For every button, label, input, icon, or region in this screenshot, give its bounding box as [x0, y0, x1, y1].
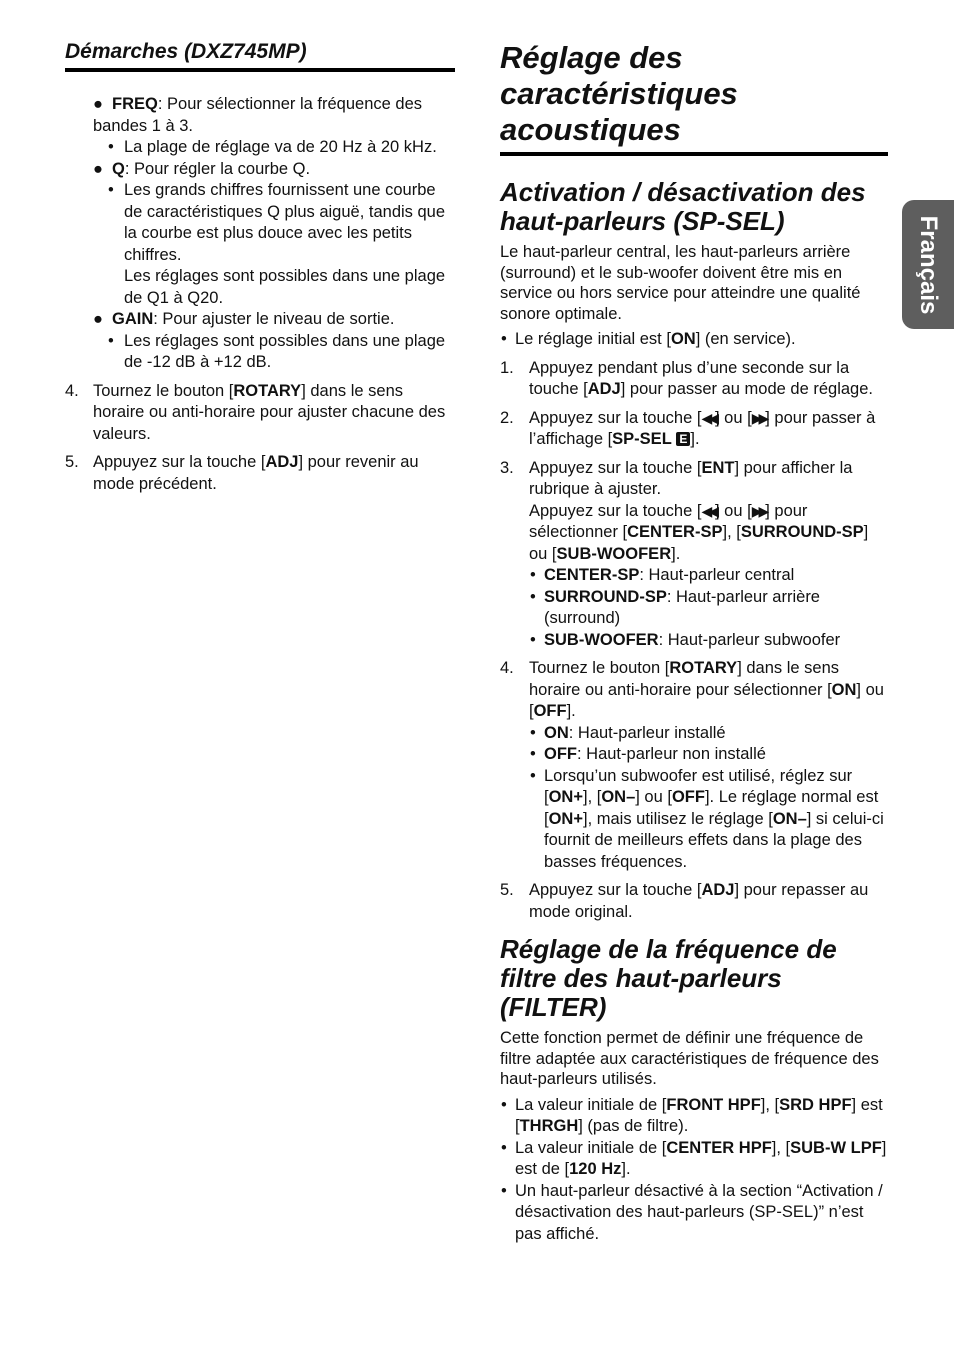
bullet-icon: ●	[93, 310, 103, 328]
intro-paragraph: Cette fonction permet de définir une fréquence de filtre adaptée aux caractéristiques de fréquence des haut-parleurs utilisés.	[500, 1029, 879, 1088]
parameter-list	[65, 94, 455, 495]
list-subitem: • Les grands chiffres fournissent une courbe de caractéristiques Q plus aiguë, tandis que la courbe est plus douce avec les petits chiffres.	[108, 181, 446, 264]
step-5: 5. Appuyez sur la touche [ADJ] pour revenir au mode précédent.	[65, 453, 419, 493]
bullet-icon: •	[530, 587, 536, 606]
filter-content	[500, 1028, 888, 1245]
page-title: Réglage des caractéristiques acoustiques	[500, 40, 888, 156]
fast-forward-icon: ▶▶	[751, 502, 766, 519]
list-item-q: ● Q: Pour régler la courbe Q.	[65, 159, 455, 181]
list-subitem: • CENTER-SP: Haut-parleur central	[529, 565, 888, 587]
list-subitem: • SURROUND-SP: Haut-parleur arrière (surround)	[530, 587, 820, 627]
step-5: 5. Appuyez sur la touche [ADJ] pour repasser au mode original.	[500, 881, 869, 921]
bullet-icon: •	[501, 330, 507, 348]
bullet-icon: •	[108, 138, 114, 156]
bullet-icon: •	[530, 723, 536, 742]
bullet-icon: •	[530, 766, 536, 785]
intro-paragraph: Le haut-parleur central, les haut-parleurs arrière (surround) et le sub-woofer doivent être mis en service ou hors service pour atteindre une qualité sonore optimale.	[500, 243, 861, 323]
right-column	[500, 40, 888, 1245]
step-4: 4. Tournez le bouton [ROTARY] dans le sens horaire ou anti-horaire pour ajuster chacune des valeurs.	[65, 381, 446, 443]
left-column	[65, 40, 455, 495]
sp-sel-content	[500, 242, 888, 923]
list-item-gain: ● GAIN: Pour ajuster le niveau de sortie.	[65, 309, 455, 331]
fast-forward-icon: ▶▶	[751, 409, 766, 426]
bullet-icon: •	[501, 1095, 507, 1114]
list-subitem: • Lorsqu’un subwoofer est utilisé, réglez sur [ON+], [ON–] ou [OFF]. Le réglage normal est [ON+], mais utilisez le réglage [ON–] si celui-ci fournit de meilleurs effets dans la plage des basses fréquences.	[530, 766, 884, 871]
section-title-sp-sel: Activation / désactivation des haut-parleurs (SP-SEL)	[500, 177, 866, 236]
bullet-icon: •	[530, 566, 536, 584]
bullet-icon: •	[530, 745, 536, 763]
list-subitem: • OFF: Haut-parleur non installé	[529, 744, 888, 766]
list-item: • La valeur initiale de [FRONT HPF], [SRD HPF] est [THRGH] (pas de filtre).	[501, 1095, 883, 1135]
list-subitem: • Les réglages sont possibles dans une plage de -12 dB à +12 dB.	[108, 331, 446, 371]
list-item: • La valeur initiale de [CENTER HPF], [SUB-W LPF] est de [120 Hz].	[501, 1138, 887, 1178]
step-3: 3. Appuyez sur la touche [ENT] pour afficher la rubrique à ajuster. Appuyez sur la touche [◀◀] ou [▶▶] pour sélectionner [CENTER-SP], [SURROUND-SP] ou [SUB-WOOFER]. • CENTER-SP: Haut-parleur central • SURROUND-SP: Haut-parleur arrière (surround) • SUB-WOOFER: Haut-parleur subwoofer	[500, 458, 888, 652]
rewind-icon: ◀◀	[701, 502, 715, 519]
bullet-icon: •	[501, 1138, 507, 1157]
step-4: 4. Tournez le bouton [ROTARY] dans le sens horaire ou anti-horaire pour sélectionner [ON] ou [OFF]. • ON: Haut-parleur installé • OFF: Haut-parleur non installé • Lorsqu’un subwoofer est utilisé, réglez sur [ON+], [ON–] ou [OFF]. Le réglage normal est [ON+], mais utilisez le réglage [ON–] si celui-ci fournit de meilleurs effets dans la plage des basses fréquences.	[500, 658, 888, 873]
list-item: • Un haut-parleur désactivé à la section “Activation / désactivation des haut-parleurs (SP-SEL)” n’est pas affiché.	[501, 1181, 883, 1243]
bullet-icon: •	[530, 630, 536, 649]
section-header: Démarches (DXZ745MP)	[65, 40, 455, 72]
bullet-icon: •	[501, 1181, 507, 1200]
language-tab-label: Français	[915, 215, 942, 314]
bullet-icon: •	[108, 331, 114, 350]
rewind-icon: ◀◀	[701, 409, 715, 426]
display-tag: E	[676, 432, 690, 446]
bullet-icon: ●	[93, 95, 103, 113]
list-item-freq: ● FREQ: Pour sélectionner la fréquence des bandes 1 à 3.	[93, 95, 423, 135]
language-tab	[902, 200, 954, 329]
list-subitem: • SUB-WOOFER: Haut-parleur subwoofer	[529, 630, 888, 652]
list-subitem: • La plage de réglage va de 20 Hz à 20 kHz.	[65, 137, 455, 159]
bullet-icon: ●	[93, 159, 103, 178]
section-title-filter: Réglage de la fréquence de filtre des haut-parleurs (FILTER)	[500, 934, 837, 1022]
step-1: 1. Appuyez pendant plus d’une seconde sur la touche [ADJ] pour passer au mode de réglage.	[500, 358, 873, 398]
bullet-icon: •	[108, 181, 114, 199]
list-subitem-continued: Les réglages sont possibles dans une plage de Q1 à Q20.	[124, 267, 446, 307]
list-item: • Le réglage initial est [ON] (en service).	[500, 329, 888, 351]
list-subitem: • ON: Haut-parleur installé	[529, 723, 888, 745]
step-2: 2. Appuyez sur la touche [◀◀] ou [▶▶] pour passer à l’affichage [SP-SEL E ].	[500, 408, 876, 448]
